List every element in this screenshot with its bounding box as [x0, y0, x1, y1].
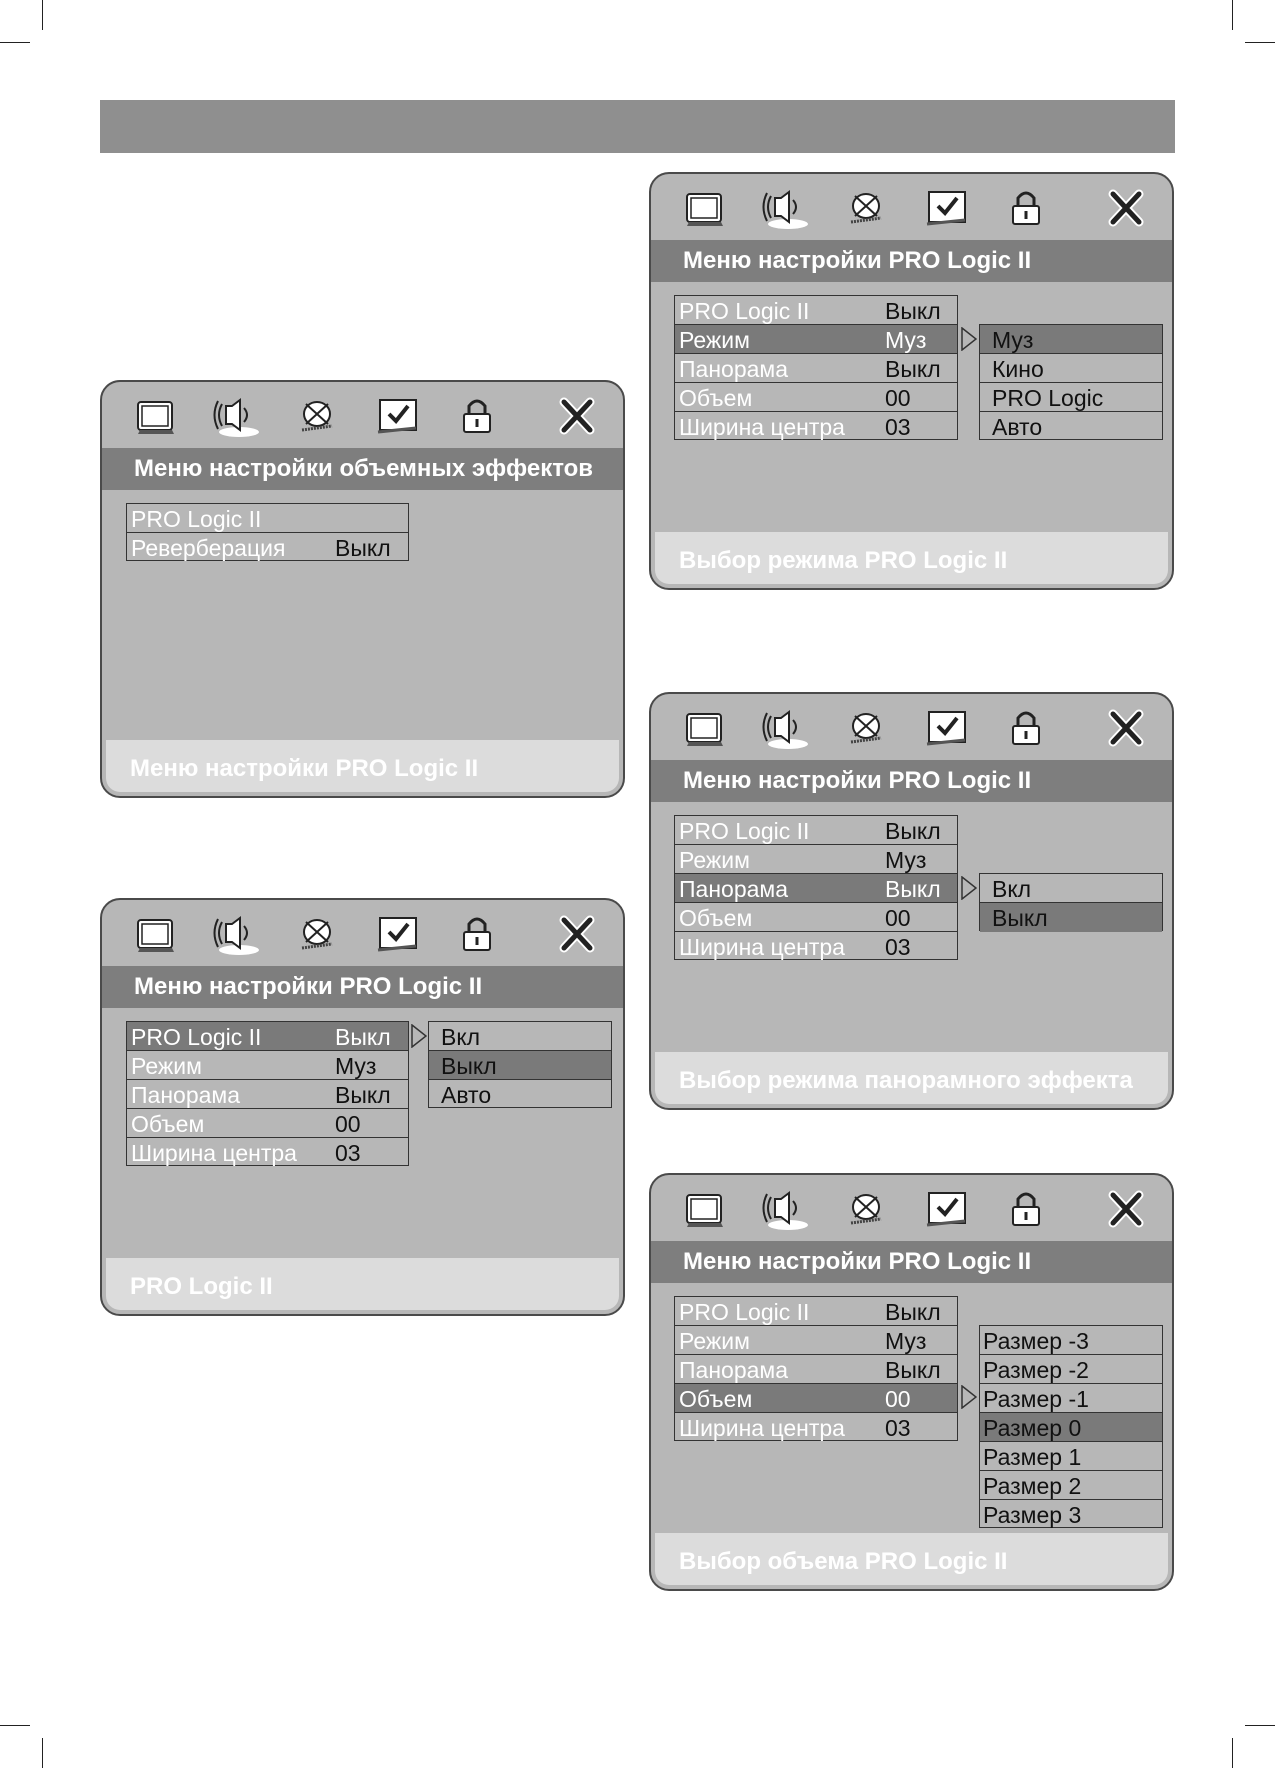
menu-row-mode[interactable] [127, 1051, 408, 1080]
menu-row-value: Выкл [335, 535, 391, 561]
menu-row-center-width[interactable] [675, 932, 957, 961]
tv-screen-icon[interactable] [679, 704, 729, 752]
satellite-dish-icon[interactable] [841, 704, 891, 752]
option-item[interactable]: Вкл [429, 1022, 611, 1051]
submenu-pointer-icon [411, 1024, 427, 1048]
menu-row-label: Ширина центра [679, 1415, 845, 1441]
menu-row-value: Выкл [885, 876, 941, 902]
icon-toolbar [651, 694, 1172, 760]
padlock-icon[interactable] [1001, 704, 1051, 752]
settings-menu [674, 1296, 958, 1441]
menu-row-label: Объем [679, 385, 753, 411]
menu-row-value: Муз [885, 327, 927, 353]
menu-row-value: Выкл [885, 1299, 941, 1325]
status-bar: PRO Logic II [106, 1258, 619, 1310]
osd-panel-panorama-select [649, 692, 1174, 1110]
padlock-icon[interactable] [1001, 184, 1051, 232]
menu-row-volume[interactable] [127, 1109, 408, 1138]
settings-menu [674, 295, 958, 440]
menu-row-label: Ширина центра [679, 414, 845, 440]
option-item[interactable]: Выкл [429, 1051, 611, 1080]
icon-toolbar [651, 174, 1172, 240]
crop-mark [1232, 1738, 1233, 1768]
osd-panel-surround-effects [100, 380, 625, 798]
menu-row-label: Объем [679, 1386, 753, 1412]
menu-row-value: 03 [335, 1140, 361, 1166]
menu-row-label: PRO Logic II [679, 818, 810, 844]
menu-row-label: Реверберация [131, 535, 286, 561]
menu-row-label: Панорама [131, 1082, 241, 1108]
panel-title: Меню настройки PRO Logic II [651, 1241, 1172, 1283]
menu-row-value: Муз [885, 1328, 927, 1354]
tv-screen-icon[interactable] [679, 1185, 729, 1233]
menu-row-center-width[interactable] [127, 1138, 408, 1167]
status-bar: Выбор режима панорамного эффекта [655, 1052, 1168, 1104]
menu-row-label: Объем [131, 1111, 205, 1137]
osd-panel-pro-logic-onoff [100, 898, 625, 1316]
menu-row[interactable] [127, 533, 408, 562]
menu-row-value: Выкл [335, 1024, 391, 1050]
option-item[interactable]: Муз [980, 325, 1162, 354]
osd-panel-mode-select [649, 172, 1174, 590]
settings-menu [674, 815, 958, 960]
menu-row-panorama[interactable] [127, 1080, 408, 1109]
menu-row-value: Выкл [335, 1082, 391, 1108]
panel-title: Меню настройки объемных эффектов [102, 448, 623, 490]
submenu-pointer-icon [961, 1385, 977, 1409]
menu-row-pro-logic[interactable] [675, 816, 957, 845]
menu-row-volume[interactable] [675, 903, 957, 932]
panel-title: Меню настройки PRO Logic II [102, 966, 623, 1008]
speaker-audio-icon[interactable] [761, 184, 811, 232]
status-bar: Выбор режима PRO Logic II [655, 532, 1168, 584]
menu-row-label: Режим [679, 327, 750, 353]
menu-row-label: Режим [679, 1328, 750, 1354]
menu-row-value: Муз [885, 847, 927, 873]
menu-row-value: 00 [885, 385, 911, 411]
menu-row[interactable] [127, 504, 408, 533]
osd-panel-volume-select [649, 1173, 1174, 1591]
status-bar: Выбор объема PRO Logic II [655, 1533, 1168, 1585]
option-item[interactable]: Кино [980, 354, 1162, 383]
settings-menu [126, 503, 409, 561]
option-item[interactable]: Размер -3 [980, 1326, 1162, 1355]
option-item[interactable]: Размер -2 [980, 1355, 1162, 1384]
close-x-icon[interactable] [1101, 704, 1151, 752]
checkmark-icon[interactable] [921, 184, 971, 232]
crop-mark [42, 0, 43, 30]
speaker-audio-icon[interactable] [212, 910, 262, 958]
menu-row-value: 00 [885, 1386, 911, 1412]
menu-row-value: 00 [885, 905, 911, 931]
padlock-icon[interactable] [452, 910, 502, 958]
close-x-icon[interactable] [552, 392, 602, 440]
crop-mark [0, 42, 30, 43]
checkmark-icon[interactable] [372, 910, 422, 958]
option-item[interactable]: Размер 1 [980, 1442, 1162, 1471]
menu-row-value: Выкл [885, 818, 941, 844]
satellite-dish-icon[interactable] [292, 392, 342, 440]
menu-row-center-width[interactable] [675, 1413, 957, 1442]
menu-row-volume[interactable] [675, 1384, 957, 1413]
satellite-dish-icon[interactable] [292, 910, 342, 958]
option-item[interactable]: Размер 0 [980, 1413, 1162, 1442]
menu-row-value: 03 [885, 934, 911, 960]
crop-mark [1232, 0, 1233, 30]
speaker-audio-icon[interactable] [761, 704, 811, 752]
tv-screen-icon[interactable] [130, 392, 180, 440]
satellite-dish-icon[interactable] [841, 184, 891, 232]
menu-row-label: Режим [679, 847, 750, 873]
menu-row-value: 00 [335, 1111, 361, 1137]
icon-toolbar [102, 900, 623, 966]
speaker-audio-icon[interactable] [761, 1185, 811, 1233]
page-header-bar [100, 100, 1175, 153]
menu-row-label: Режим [131, 1053, 202, 1079]
panel-title: Меню настройки PRO Logic II [651, 760, 1172, 802]
satellite-dish-icon[interactable] [841, 1185, 891, 1233]
crop-mark [0, 1725, 30, 1726]
options-list [979, 324, 1163, 440]
tv-screen-icon[interactable] [130, 910, 180, 958]
menu-row-label: PRO Logic II [679, 1299, 810, 1325]
options-list [428, 1021, 612, 1108]
icon-toolbar [102, 382, 623, 448]
menu-row-mode[interactable] [675, 845, 957, 874]
crop-mark [1245, 42, 1275, 43]
menu-row-value: Муз [335, 1053, 377, 1079]
menu-row-label: PRO Logic II [131, 506, 262, 532]
menu-row-volume[interactable] [675, 383, 957, 412]
option-item[interactable]: Вкл [980, 874, 1162, 903]
option-item[interactable]: Авто [992, 414, 1043, 440]
option-item[interactable]: Выкл [980, 903, 1162, 932]
options-list [979, 1325, 1163, 1528]
padlock-icon[interactable] [1001, 1185, 1051, 1233]
menu-row-mode[interactable] [675, 1326, 957, 1355]
close-x-icon[interactable] [1101, 184, 1151, 232]
menu-row-value: Выкл [885, 356, 941, 382]
submenu-pointer-icon [961, 876, 977, 900]
submenu-pointer-icon [961, 327, 977, 351]
checkmark-icon[interactable] [372, 392, 422, 440]
menu-row-panorama[interactable] [675, 874, 957, 903]
menu-row-label: Панорама [679, 876, 789, 902]
menu-row-value: 03 [885, 1415, 911, 1441]
menu-row-label: Панорама [679, 1357, 789, 1383]
options-list [979, 873, 1163, 931]
close-x-icon[interactable] [1101, 1185, 1151, 1233]
option-item[interactable]: Размер 3 [983, 1502, 1082, 1528]
tv-screen-icon[interactable] [679, 184, 729, 232]
icon-toolbar [651, 1175, 1172, 1241]
menu-row-label: PRO Logic II [131, 1024, 262, 1050]
menu-row-pro-logic[interactable] [675, 1297, 957, 1326]
menu-row-label: PRO Logic II [679, 298, 810, 324]
menu-row-panorama[interactable] [675, 1355, 957, 1384]
menu-row-label: Панорама [679, 356, 789, 382]
panel-title: Меню настройки PRO Logic II [651, 240, 1172, 282]
menu-row-value: 03 [885, 414, 911, 440]
menu-row-label: Ширина центра [131, 1140, 297, 1166]
menu-row-value: Выкл [885, 298, 941, 324]
crop-mark [1245, 1725, 1275, 1726]
settings-menu [126, 1021, 409, 1166]
menu-row-panorama[interactable] [675, 354, 957, 383]
status-bar: Меню настройки PRO Logic II [106, 740, 619, 792]
speaker-audio-icon[interactable] [212, 392, 262, 440]
menu-row-label: Объем [679, 905, 753, 931]
checkmark-icon[interactable] [921, 1185, 971, 1233]
option-item[interactable]: PRO Logic [980, 383, 1162, 412]
menu-row-label: Ширина центра [679, 934, 845, 960]
option-item[interactable]: Размер -1 [980, 1384, 1162, 1413]
menu-row-mode[interactable] [675, 325, 957, 354]
option-item[interactable]: Размер 2 [980, 1471, 1162, 1500]
padlock-icon[interactable] [452, 392, 502, 440]
close-x-icon[interactable] [552, 910, 602, 958]
option-item[interactable]: Авто [441, 1082, 492, 1108]
menu-row-center-width[interactable] [675, 412, 957, 441]
checkmark-icon[interactable] [921, 704, 971, 752]
crop-mark [42, 1738, 43, 1768]
menu-row-pro-logic[interactable] [675, 296, 957, 325]
menu-row-value: Выкл [885, 1357, 941, 1383]
menu-row-pro-logic[interactable] [127, 1022, 408, 1051]
